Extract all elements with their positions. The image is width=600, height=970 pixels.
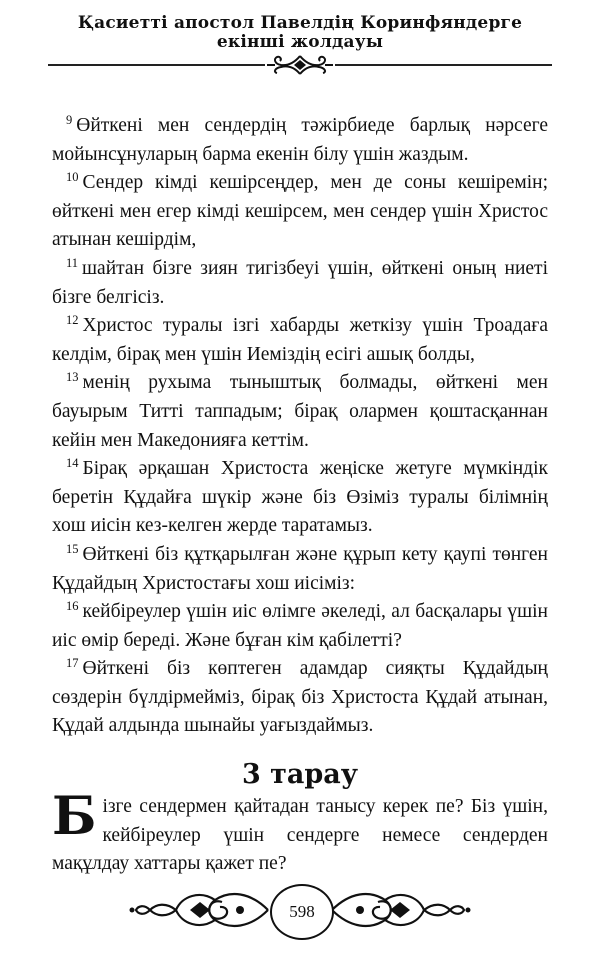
page-number-text: 598	[289, 902, 315, 921]
verse-text: Бірақ әрқашан Христоста жеңіске жетуге мүмкіндік беретін Құдайға шүкір және біз Өзіміз туралы білімнің хош иісін кез-келген жерде таратамыз.	[52, 458, 548, 537]
verse-12	[52, 312, 548, 369]
verse-text: Өйткені мен сендердің тәжірбиеде барлық нәрсеге мойынсұнуларың барма екенін білу үшін жаздым.	[52, 115, 548, 165]
drop-cap: Б	[52, 786, 97, 848]
verse-16	[52, 598, 548, 655]
verse-number: 9	[66, 113, 73, 127]
verse-number: 10	[66, 170, 79, 185]
verse-text: Өйткені біз көптеген адамдар сияқты Құдайдың сөздерін бүлдірмейміз, бірақ біз Христоста Құдай атынан, Құдай алдында шынайы уағыздаймыз.	[52, 658, 548, 737]
verse-10	[52, 169, 548, 255]
verse-11	[52, 255, 548, 312]
verse-text: шайтан бізге зиян тигізбеуі үшін, өйткені оның ниеті бізге белгісіз.	[52, 257, 548, 308]
verse-text: кейбіреулер үшін иіс өлімге әкеледі, ал басқалары үшін иіс өмір береді. Және бұған кім қабілетті?	[52, 601, 548, 651]
header-title-line2: екінші жолдауы	[216, 32, 384, 52]
verse-text: Өйткені біз құтқарылған және құрып кету қаупі төнген Құдайдың Христостағы хош иісіміз:	[52, 543, 548, 594]
running-header	[0, 14, 600, 52]
verse-number: 11	[66, 255, 79, 270]
verse-14	[52, 455, 548, 541]
verse-9	[52, 112, 548, 169]
header-title-line1: Қасиетті апостол Павелдің Коринфяндерге	[77, 13, 523, 33]
verse-17	[52, 655, 548, 741]
page-number	[270, 884, 334, 940]
chapter-text: ізге сендермен қайтадан танысу керек пе? Біз үшін, кейбіреулер үшін сендерге немесе сендерден мақұлдау хаттары қажет пе?	[52, 796, 548, 875]
verse-number: 17	[66, 656, 79, 671]
verse-number: 16	[66, 599, 79, 614]
header-ornament-icon	[265, 52, 335, 78]
verse-number: 15	[66, 541, 79, 556]
verse-text: Сендер кімді кешірсеңдер, мен де соны кешіремін; өйткені мен егер кімді кешірсем, мен сендер үшін Христос атынан кешірдім,	[52, 172, 548, 251]
verse-text: менің рухыма тыныштық болмады, өйткені мен бауырым Титті таппадым; бірақ олармен қоштасқаннан кейін мен Македонияға кеттім.	[52, 372, 548, 451]
verse-number: 13	[66, 370, 79, 385]
verse-15	[52, 541, 548, 598]
verse-number: 12	[66, 313, 79, 328]
verse-text: Христос туралы ізгі хабарды жеткізу үшін Троадаға келдім, бірақ мен үшін Иеміздің есігі ашық болды,	[52, 315, 548, 365]
chapter-title: 3 тарау	[241, 759, 359, 791]
verse-number: 14	[66, 456, 79, 471]
verse-13	[52, 369, 548, 455]
page-footer	[0, 866, 600, 956]
text-body	[52, 112, 548, 879]
